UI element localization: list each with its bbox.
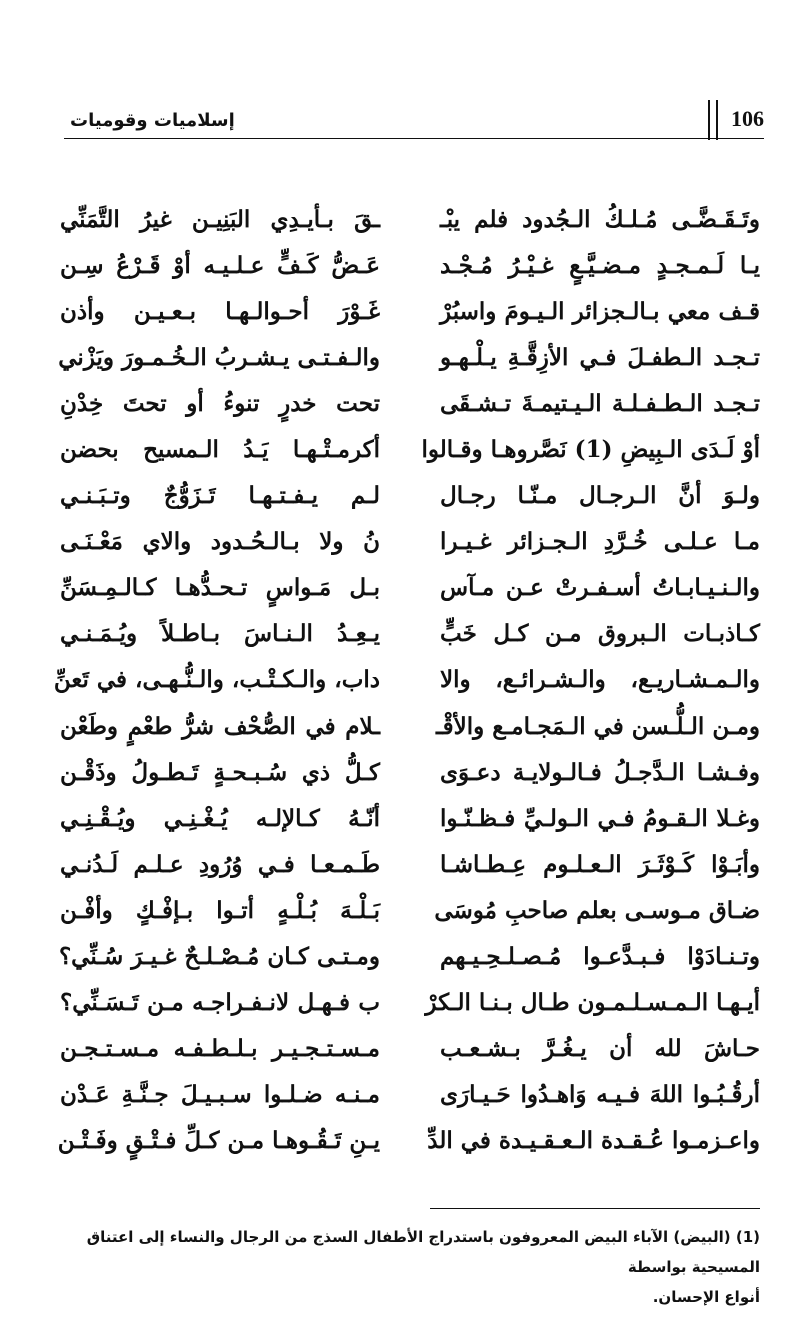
verse-row <box>60 196 760 242</box>
verse-first-hemistich: ولـوَ أنَّ الـرجـال مـنّـا رجـال <box>440 482 760 510</box>
verse-second-hemistich: طَـمـعـا فـي وُرُودِ عـلـم لَـدُنـي <box>60 850 380 878</box>
verse-row <box>60 703 760 749</box>
verse-first-hemistich: والـمـشـاريـع، والـشـرائـع، والا <box>440 666 760 694</box>
page-header <box>64 96 764 140</box>
verse-first-hemistich: يـا لَـمـجـدٍ مـضـيَّـعٍ غـيْـرُ مُـجْـد <box>440 251 760 279</box>
verse-second-hemistich: أنّـهُ كـالإلـه يُـغْـنِـي ويُـقْـنِـي <box>60 804 380 832</box>
verse-first-hemistich: ضـاق مـوسـى بعلم صاحبِ مُوسَى <box>434 896 760 924</box>
verse-first-hemistich: أوْ لَـدَى الـبِيضِ (1) نَصَّروهـا وقـالوا <box>421 436 760 464</box>
verse-row <box>60 887 760 933</box>
footnote-line: أنواع الإحسان. <box>652 1288 760 1306</box>
verse-first-hemistich: قـف معي بـالـجزائر الـيـومَ واسبُرْ <box>440 297 760 325</box>
verse-first-hemistich: وتـنـادَوْا فـبـدَّعـوا مُـصـلـحِـيـهم <box>440 943 760 971</box>
verse-first-hemistich: أيـهـا الـمـسـلـمـون طـال بـنـا الـكرْ <box>425 989 760 1017</box>
verse-row <box>60 519 760 565</box>
page-number: 106 <box>731 106 764 131</box>
verse-second-hemistich: تحت خدرٍ تنوءُ أو تحتَ خِدْنِ <box>60 389 380 417</box>
verse-row <box>60 1072 760 1118</box>
verse-first-hemistich: ومـن الـلُّـسن في الـمَجـامـع والأقْـ <box>435 712 760 740</box>
verse-row <box>60 334 760 380</box>
verse-row <box>60 980 760 1026</box>
verse-row <box>60 426 760 472</box>
poem-body <box>53 196 760 1164</box>
verse-row <box>60 380 760 426</box>
verse-second-hemistich: ومـتـى كـان مُـصْـلـحٌ غـيـرَ سُـنِّي؟ <box>58 943 380 971</box>
verse-second-hemistich: والـفـتـى يـشـربُ الـخُـمـورَ ويَزْني <box>58 343 380 371</box>
verse-first-hemistich: حـاشَ لله أن يـغُـرَّ بـشـعـب <box>440 1035 760 1063</box>
verse-first-hemistich: والـنـيـابـاتُ أسـفـرتْ عـن مـآس <box>440 574 760 602</box>
verse-second-hemistich: غَـوْرَ أحـوالـهـا بـعـيـن وأذن <box>60 297 380 325</box>
footnote-line: (1) (البيض) الآباء البيض المعروفون باستدراج الأطفال السذج من الرجال والنساء إلى اعتناق المسيحية بواسطة <box>86 1228 760 1276</box>
verse-second-hemistich: أكرمـتْـهـا يَـدُ الـمسيح بحضن <box>60 436 380 464</box>
verse-second-hemistich: مـنـه ضـلـوا سـبـيـلَ جـنَّـةِ عَـدْن <box>60 1081 380 1109</box>
verse-second-hemistich: يـنِ تَـقُـوهـا مـن كـلِّ فـتْـقٍ وفَـتْـن <box>57 1127 380 1155</box>
verse-row <box>53 657 760 703</box>
verse-second-hemistich: عَـضُّ كَـفٍّ عـلـيـه أوْ قَـرْعُ سِـن <box>60 251 380 279</box>
verse-first-hemistich: تـجـد الـطفـلَ فـي الأزِقَّـةِ يـلْـهـو <box>440 343 760 371</box>
verse-second-hemistich: ـقَ بـأيـدِي البَنِيـن غيرُ التَّمَنِّي <box>60 205 380 233</box>
verse-second-hemistich: بـل مَـواسٍ تـحـدُّهـا كـالـمِـسَنِّ <box>60 574 380 602</box>
verse-second-hemistich: نُ ولا بـالـحُـدود والاي مَعْـنَـى <box>60 528 380 556</box>
verse-first-hemistich: أرقُـبُـوا اللهَ فـيـه وَاهـدُوا حَـيـارَى <box>440 1081 760 1109</box>
verse-second-hemistich: كـلُّ ذي سُـبـحـةٍ تَـطـولُ وذَقْـن <box>60 758 380 786</box>
verse-first-hemistich: وتَـقَـضَّـى مُـلـكُ الـجُدود فلم يبْـ <box>440 205 760 233</box>
verse-first-hemistich: وغـلا الـقـومُ فـي الـولـيِّ فـظـنّـوا <box>440 804 760 832</box>
verse-first-hemistich: وأبَـوْا كَـوْثَـرَ الـعـلـوم عِـطـاشـا <box>440 850 760 878</box>
verse-first-hemistich: تـجـد الـطـفـلـة الـيـتيمـةَ تـشـقَى <box>440 389 760 417</box>
verse-second-hemistich: مـسـتـجـيـر بـلـطـفـه مـسـتـجـن <box>60 1035 380 1063</box>
verse-first-hemistich: مـا عـلـى خُـرَّدِ الـجـزائر غـيـرا <box>440 528 760 556</box>
verse-second-hemistich: ـلام في الصُّحْف شرُّ طعْمٍ وطَعْن <box>60 712 380 740</box>
footnote-rule <box>430 1208 760 1209</box>
verse-second-hemistich: داب، والـكـتْـب، والـنُّـهـى، في تَعنِّ <box>53 666 380 694</box>
verse-first-hemistich: كـاذبـات الـبروق مـن كـل خَبٍّ <box>440 620 760 648</box>
verse-row <box>60 841 760 887</box>
verse-row <box>60 795 760 841</box>
verse-second-hemistich: لـم يـفـتـهـا تَـزَوُّجٌ وتـبَـنـي <box>60 482 380 510</box>
verse-row <box>60 1026 760 1072</box>
verse-row <box>60 611 760 657</box>
verse-row <box>60 749 760 795</box>
verse-second-hemistich: بَـلْـهَ بُـلْـهٍ أتـوا بـإفْـكٍ وأفْـن <box>60 896 380 924</box>
header-rule <box>64 138 764 139</box>
verse-first-hemistich: واعـزمـوا عُـقـدة الـعـقـيـدة في الدِّ <box>427 1127 760 1155</box>
verse-row <box>57 1118 760 1164</box>
footnote <box>60 1222 760 1312</box>
header-double-bar <box>708 100 718 140</box>
verse-row <box>60 565 760 611</box>
verse-row <box>60 288 760 334</box>
verse-second-hemistich: يـعِـدُ الـنـاسَ بـاطـلاً ويُـمَـنـي <box>60 620 380 648</box>
verse-second-hemistich: ب فـهـل لانـفـراجـه مـن تَـسَـنِّي؟ <box>60 989 380 1017</box>
verse-row <box>60 473 760 519</box>
verse-first-hemistich: وفـشـا الـدَّجـلُ فـالـولايـة دعـوَى <box>440 758 760 786</box>
verse-row <box>60 242 760 288</box>
verse-row <box>60 934 760 980</box>
running-title: إسلاميات وقوميات <box>70 110 235 131</box>
